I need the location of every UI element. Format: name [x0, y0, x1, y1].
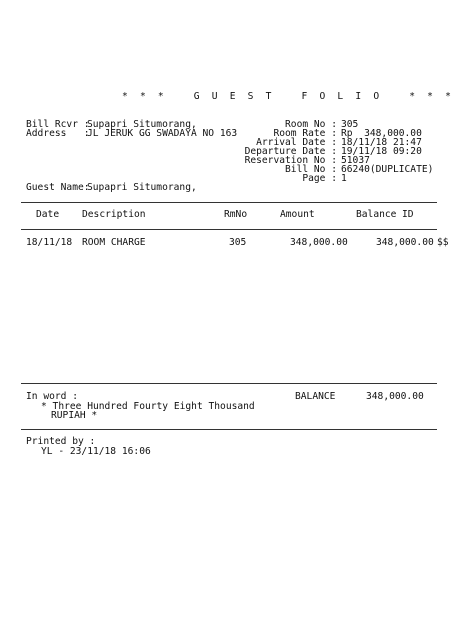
row-amount: 348,000.00 — [290, 237, 348, 248]
balance-label: BALANCE — [295, 391, 336, 402]
address-label: Address : — [26, 128, 90, 139]
guest-name-value: Supapri Situmorang, — [87, 182, 197, 193]
reservation-no-value: 51037 — [341, 155, 370, 166]
in-word-line-2: RUPIAH * — [51, 410, 98, 421]
row-description: ROOM CHARGE — [82, 237, 146, 248]
room-rate-value: Rp 348,000.00 — [341, 128, 422, 139]
row-date: 18/11/18 — [26, 237, 73, 248]
col-header-id: ID — [402, 209, 414, 220]
footer-bottom-divider — [21, 429, 437, 430]
address-value: JL JERUK GG SWADAYA NO 163 — [87, 128, 238, 139]
table-header-divider — [21, 229, 437, 230]
guest-name-label: Guest Name: — [26, 182, 90, 193]
departure-date-value: 19/11/18 09:20 — [341, 146, 422, 157]
col-header-amount: Amount — [280, 209, 315, 220]
arrival-date-value: 18/11/18 21:47 — [341, 137, 422, 148]
room-rate-label: Room Rate : — [273, 128, 337, 139]
col-header-date: Date — [36, 209, 60, 220]
page-label: Page : — [302, 173, 337, 184]
row-id: $$ — [437, 237, 449, 248]
room-no-label: Room No : — [285, 119, 337, 130]
in-word-label: In word : — [26, 391, 78, 402]
col-header-balance: Balance — [356, 209, 397, 220]
table-top-divider — [21, 202, 437, 203]
printed-by-label: Printed by : — [26, 436, 96, 447]
room-no-value: 305 — [341, 119, 359, 130]
page-value: 1 — [341, 173, 347, 184]
row-rmno: 305 — [229, 237, 247, 248]
reservation-no-label: Reservation No : — [244, 155, 337, 166]
balance-value: 348,000.00 — [366, 391, 424, 402]
col-header-description: Description — [82, 209, 146, 220]
col-header-rmno: RmNo — [224, 209, 248, 220]
arrival-date-label: Arrival Date : — [256, 137, 337, 148]
printed-by-value: YL - 23/11/18 16:06 — [41, 446, 151, 457]
bill-receiver-value: Supapri Situmorang, — [87, 119, 197, 130]
bill-no-value: 66240(DUPLICATE) — [341, 164, 434, 175]
row-balance: 348,000.00 — [376, 237, 434, 248]
folio-title: * * * G U E S T F O L I O * * * — [122, 91, 455, 102]
bill-receiver-label: Bill Rcvr : — [26, 119, 90, 130]
footer-top-divider — [21, 383, 437, 384]
bill-no-label: Bill No : — [285, 164, 337, 175]
in-word-line-1: * Three Hundred Fourty Eight Thousand — [41, 401, 255, 412]
departure-date-label: Departure Date : — [244, 146, 337, 157]
